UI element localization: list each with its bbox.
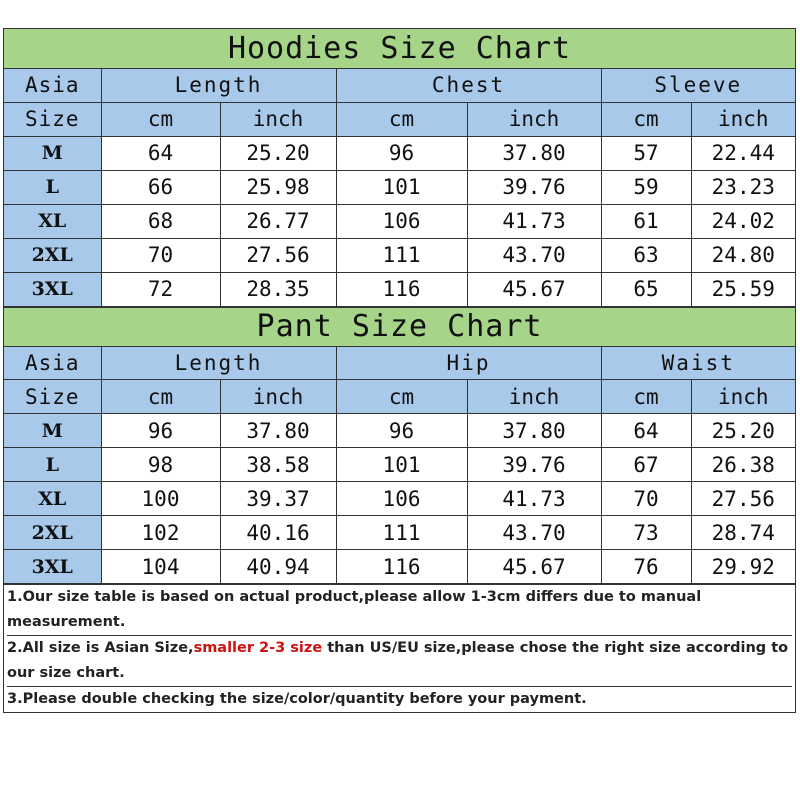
- unit-header: inch: [691, 102, 795, 136]
- table-row: [4, 170, 795, 204]
- value-cell: 40.94: [220, 550, 336, 584]
- value-cell: 22.44: [691, 136, 795, 170]
- unit-header: cm: [336, 380, 467, 414]
- waist-header: Waist: [601, 347, 795, 380]
- note-1: 1.Our size table is based on actual product,please allow 1-3cm differs due to manual measurement.: [7, 585, 792, 636]
- length-header: Length: [101, 347, 336, 380]
- note-3: 3.Please double checking the size/color/quantity before your payment.: [7, 691, 587, 707]
- value-cell: 68: [101, 204, 220, 238]
- value-cell: 45.67: [467, 272, 601, 306]
- size-header: Size: [4, 102, 101, 136]
- value-cell: 73: [601, 516, 691, 550]
- size-header: Asia: [4, 347, 101, 380]
- table-row: [4, 550, 795, 584]
- value-cell: 57: [601, 136, 691, 170]
- size-cell: XL: [4, 482, 101, 516]
- value-cell: 37.80: [220, 414, 336, 448]
- unit-header: cm: [101, 102, 220, 136]
- pants-table: [4, 347, 795, 585]
- size-chart: [3, 28, 796, 713]
- unit-header: inch: [220, 380, 336, 414]
- hoodies-table: [4, 69, 795, 307]
- value-cell: 41.73: [467, 204, 601, 238]
- value-cell: 29.92: [691, 550, 795, 584]
- value-cell: 76: [601, 550, 691, 584]
- table-row: [4, 414, 795, 448]
- value-cell: 104: [101, 550, 220, 584]
- value-cell: 101: [336, 170, 467, 204]
- value-cell: 25.20: [220, 136, 336, 170]
- value-cell: 26.77: [220, 204, 336, 238]
- value-cell: 64: [101, 136, 220, 170]
- value-cell: 39.76: [467, 170, 601, 204]
- table-row: [4, 136, 795, 170]
- table-row: [4, 238, 795, 272]
- notes-section: [4, 584, 795, 712]
- value-cell: 66: [101, 170, 220, 204]
- value-cell: 45.67: [467, 550, 601, 584]
- size-header: Size: [4, 380, 101, 414]
- size-cell: 2XL: [4, 516, 101, 550]
- value-cell: 65: [601, 272, 691, 306]
- size-cell: M: [4, 136, 101, 170]
- unit-header: cm: [601, 380, 691, 414]
- table-row: [4, 448, 795, 482]
- value-cell: 61: [601, 204, 691, 238]
- sleeve-header: Sleeve: [601, 69, 795, 102]
- value-cell: 25.98: [220, 170, 336, 204]
- value-cell: 38.58: [220, 448, 336, 482]
- value-cell: 26.38: [691, 448, 795, 482]
- note-2-text: 2.All size is Asian Size,: [7, 640, 194, 656]
- size-cell: 3XL: [4, 272, 101, 306]
- value-cell: 70: [101, 238, 220, 272]
- unit-header: inch: [220, 102, 336, 136]
- value-cell: 23.23: [691, 170, 795, 204]
- value-cell: 24.02: [691, 204, 795, 238]
- value-cell: 40.16: [220, 516, 336, 550]
- value-cell: 102: [101, 516, 220, 550]
- hoodies-header-row: [4, 69, 795, 102]
- value-cell: 64: [601, 414, 691, 448]
- size-cell: XL: [4, 204, 101, 238]
- pants-title: Pant Size Chart: [4, 307, 795, 347]
- value-cell: 27.56: [691, 482, 795, 516]
- table-row: [4, 516, 795, 550]
- unit-header: inch: [467, 102, 601, 136]
- table-row: [4, 272, 795, 306]
- size-cell: 3XL: [4, 550, 101, 584]
- value-cell: 39.37: [220, 482, 336, 516]
- hip-header: Hip: [336, 347, 601, 380]
- value-cell: 37.80: [467, 136, 601, 170]
- value-cell: 72: [101, 272, 220, 306]
- value-cell: 24.80: [691, 238, 795, 272]
- pants-header-row: [4, 347, 795, 380]
- value-cell: 106: [336, 482, 467, 516]
- value-cell: 28.74: [691, 516, 795, 550]
- value-cell: 37.80: [467, 414, 601, 448]
- hoodies-unit-row: [4, 102, 795, 136]
- value-cell: 96: [336, 414, 467, 448]
- unit-header: cm: [101, 380, 220, 414]
- value-cell: 96: [101, 414, 220, 448]
- value-cell: 116: [336, 272, 467, 306]
- note-2-highlight: smaller 2-3 size: [193, 640, 323, 656]
- value-cell: 67: [601, 448, 691, 482]
- value-cell: 25.20: [691, 414, 795, 448]
- value-cell: 43.70: [467, 516, 601, 550]
- note-2: [7, 636, 792, 687]
- size-cell: 2XL: [4, 238, 101, 272]
- value-cell: 111: [336, 238, 467, 272]
- value-cell: 28.35: [220, 272, 336, 306]
- size-cell: L: [4, 448, 101, 482]
- hoodies-title: Hoodies Size Chart: [4, 29, 795, 69]
- size-header: Asia: [4, 69, 101, 102]
- value-cell: 39.76: [467, 448, 601, 482]
- table-row: [4, 204, 795, 238]
- length-header: Length: [101, 69, 336, 102]
- value-cell: 63: [601, 238, 691, 272]
- value-cell: 59: [601, 170, 691, 204]
- unit-header: inch: [691, 380, 795, 414]
- value-cell: 96: [336, 136, 467, 170]
- size-cell: M: [4, 414, 101, 448]
- value-cell: 41.73: [467, 482, 601, 516]
- value-cell: 111: [336, 516, 467, 550]
- chest-header: Chest: [336, 69, 601, 102]
- value-cell: 100: [101, 482, 220, 516]
- value-cell: 101: [336, 448, 467, 482]
- size-cell: L: [4, 170, 101, 204]
- value-cell: 43.70: [467, 238, 601, 272]
- unit-header: cm: [336, 102, 467, 136]
- note-2-text: than US/EU size,please chose the right size according to our size chart.: [7, 640, 789, 681]
- pants-unit-row: [4, 380, 795, 414]
- table-row: [4, 482, 795, 516]
- value-cell: 70: [601, 482, 691, 516]
- value-cell: 106: [336, 204, 467, 238]
- unit-header: cm: [601, 102, 691, 136]
- value-cell: 27.56: [220, 238, 336, 272]
- unit-header: inch: [467, 380, 601, 414]
- value-cell: 116: [336, 550, 467, 584]
- value-cell: 25.59: [691, 272, 795, 306]
- value-cell: 98: [101, 448, 220, 482]
